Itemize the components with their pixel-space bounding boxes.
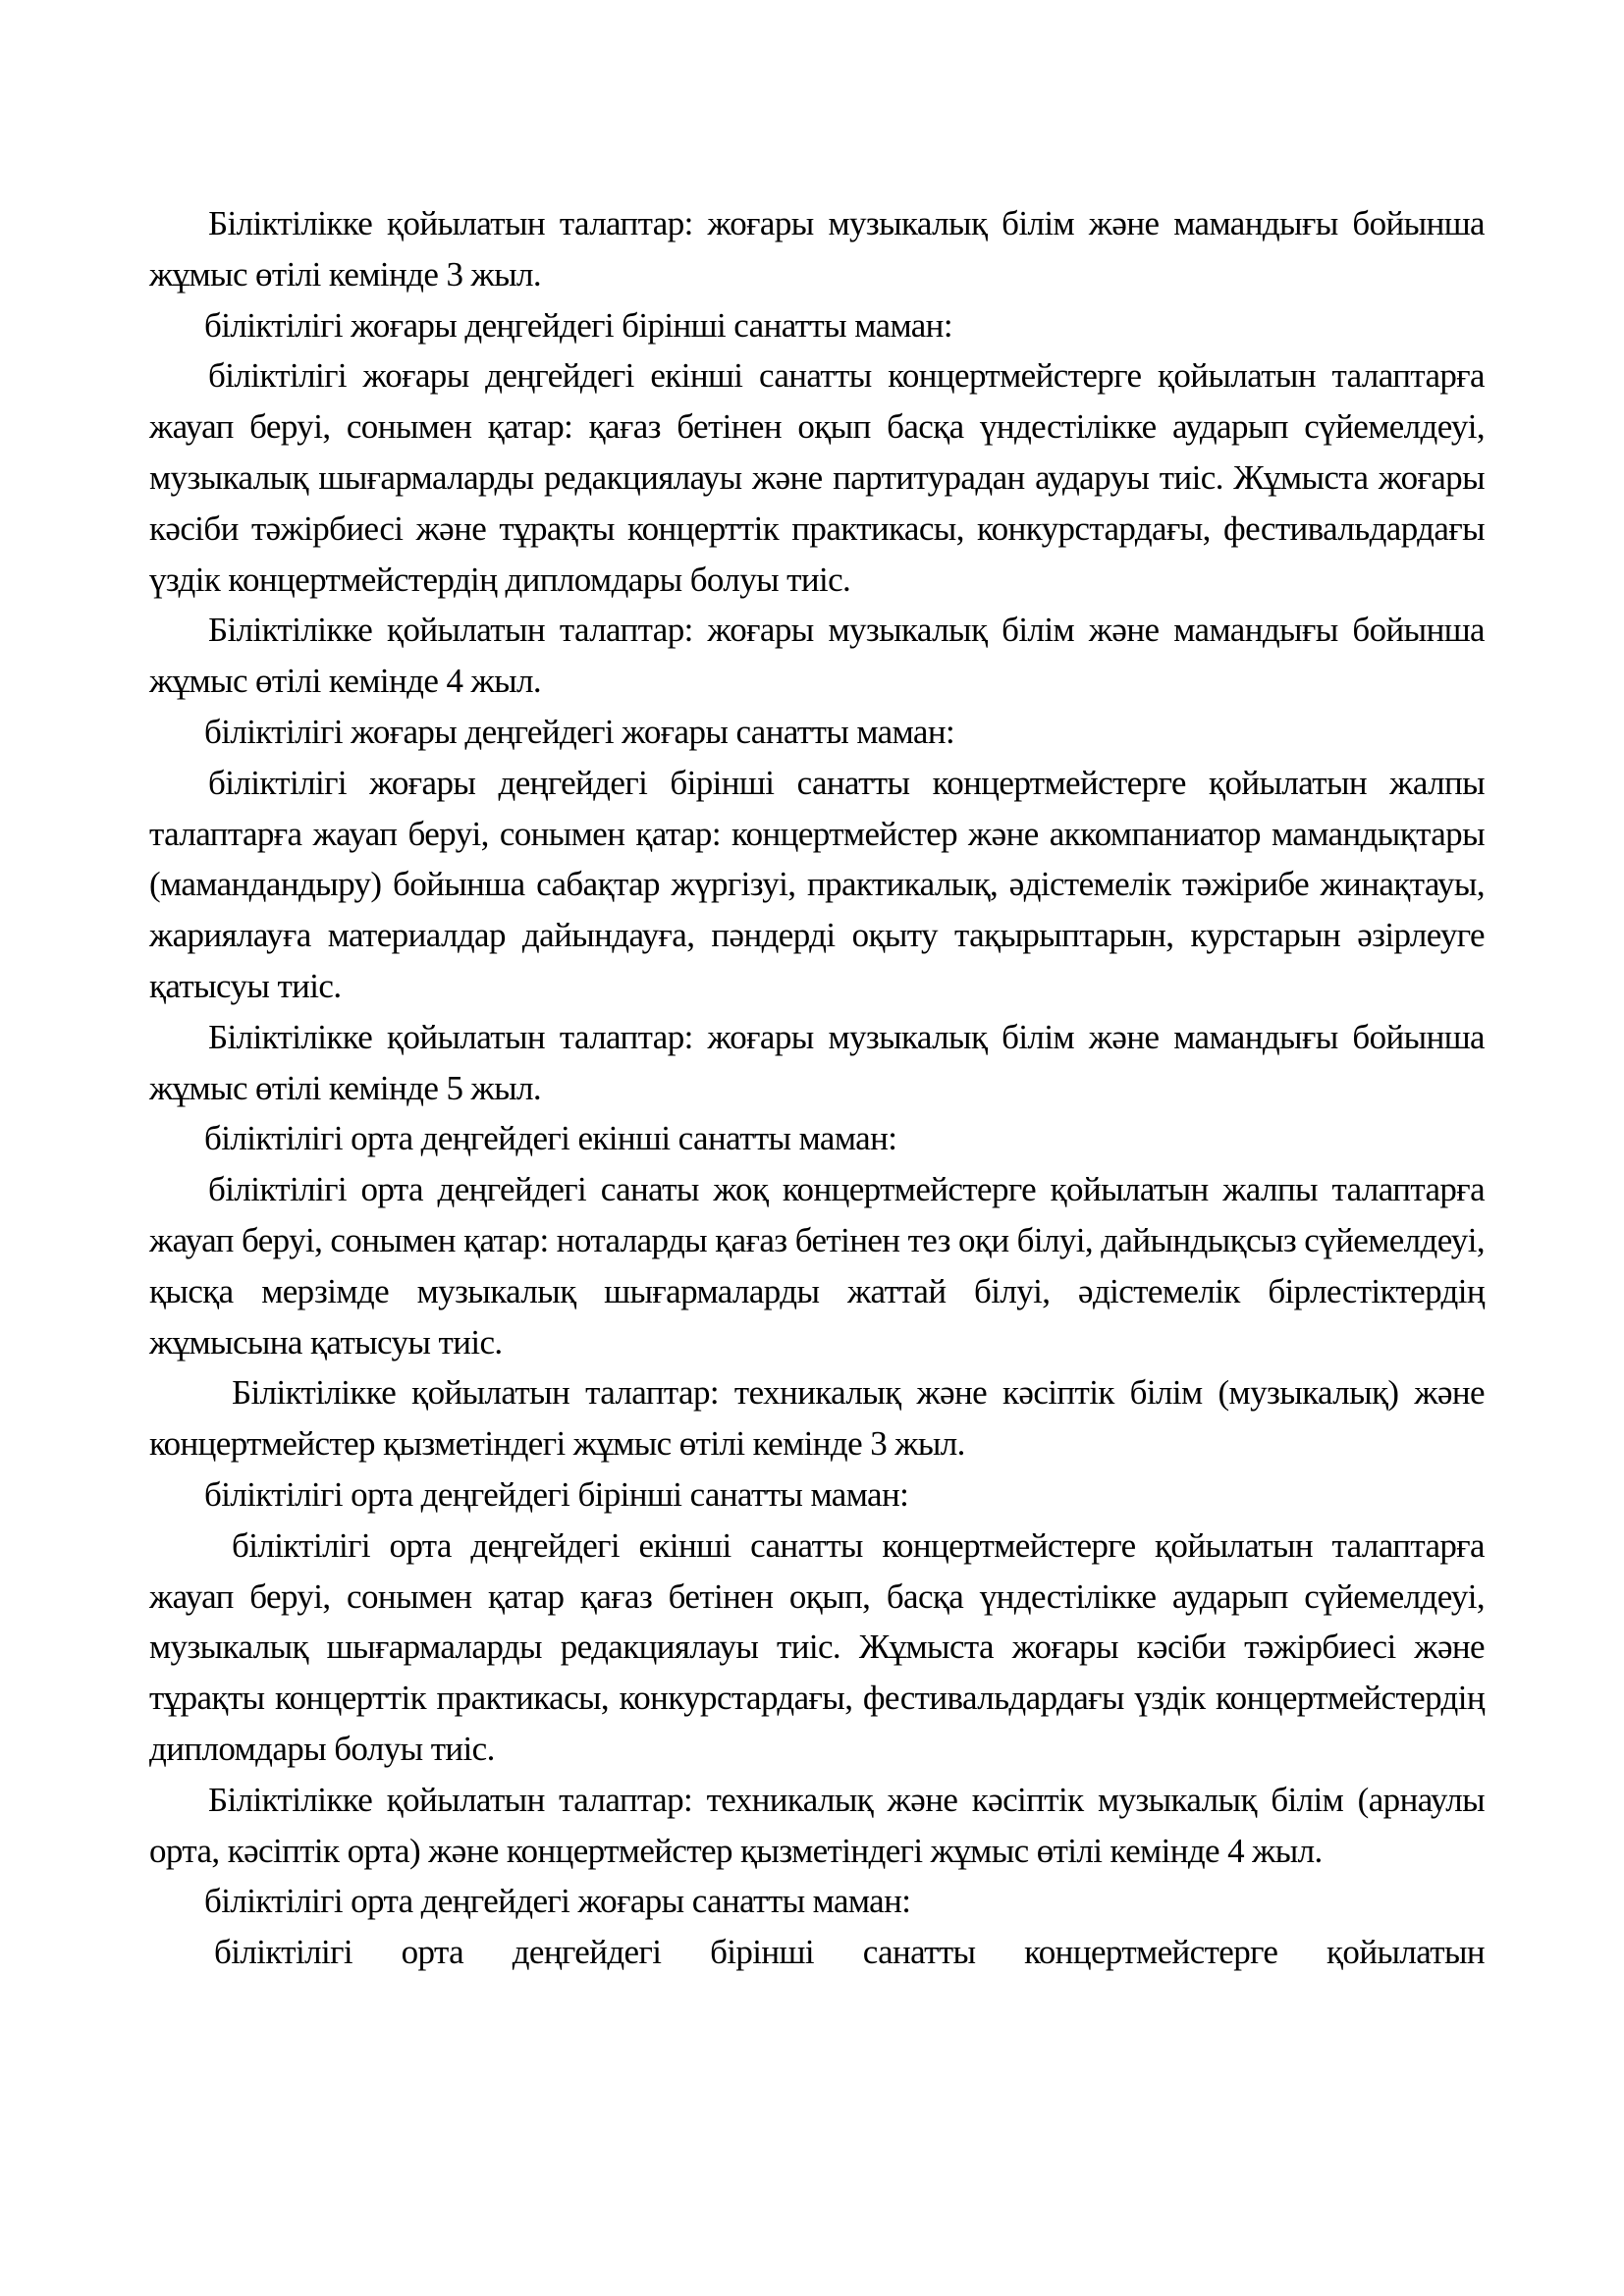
description-paragraph-truncated: біліктілігі орта деңгейдегі бірінші санатты концертмейстерге қойылатын (214, 1933, 1485, 1972)
requirement-paragraph: Біліктілікке қойылатын талаптар: техникалық және кәсіптік білім (музыкалық) және концертмейстер қызметіндегі жұмыс өтілі кемінде 3 жыл. (149, 1373, 1485, 1464)
document-page (149, 198, 1485, 1978)
category-heading: біліктілігі орта деңгейдегі екінші санатты маман: (204, 1119, 897, 1158)
category-heading: біліктілігі жоғары деңгейдегі жоғары санатты маман: (204, 712, 955, 751)
requirement-paragraph: Біліктілікке қойылатын талаптар: жоғары музыкалық білім және мамандығы бойынша жұмыс өтілі кемінде 4 жыл. (149, 611, 1485, 701)
description-paragraph: біліктілігі орта деңгейдегі екінші санатты концертмейстерге қойылатын талаптарға жауап беруі, сонымен қатар қағаз бетінен оқып, басқа үндестілікке аударып сүйемелдеуі, музыкалық шығармаларды редакциялауы тиіс. Жұмыста жоғары кәсіби тәжірбиесі және тұрақты концерттік практикасы, конкурстардағы, фестивальдардағы үздік концертмейстердің дипломдары болуы тиіс. (149, 1525, 1485, 1768)
description-paragraph: біліктілігі жоғары деңгейдегі екінші санатты концертмейстерге қойылатын талаптарға жауап беруі, сонымен қатар: қағаз бетінен оқып басқа үндестілікке аударып сүйемелдеуі, музыкалық шығармаларды редакциялауы және партитурадан аударуы тиіс. Жұмыста жоғары кәсіби тәжірбиесі және тұрақты концерттік практикасы, конкурстардағы, фестивальдардағы үздік концертмейстердің дипломдары болуы тиіс. (149, 356, 1485, 599)
description-paragraph: біліктілігі жоғары деңгейдегі бірінші санатты концертмейстерге қойылатын жалпы талаптарға жауап беруі, сонымен қатар: концертмейстер және аккомпаниатор мамандықтары (мамандандыру) бойынша сабақтар жүргізуі, практикалық, әдістемелік тәжірибе жинақтауы, жариялауға материалдар дайындауға, пәндерді оқыту тақырыптарын, курстарын әзірлеуге қатысуы тиіс. (149, 763, 1485, 1005)
description-paragraph: біліктілігі орта деңгейдегі санаты жоқ концертмейстерге қойылатын жалпы талаптарға жауап беруі, сонымен қатар: ноталарды қағаз бетінен тез оқи білуі, дайындықсыз сүйемелдеуі, қысқа мерзімде музыкалық шығармаларды жаттай білуі, әдістемелік бірлестіктердің жұмысына қатысуы тиіс. (149, 1170, 1485, 1362)
requirement-paragraph: Біліктілікке қойылатын талаптар: техникалық және кәсіптік музыкалық білім (арнаулы орта, кәсіптік орта) және концертмейстер қызметіндегі жұмыс өтілі кемінде 4 жыл. (149, 1780, 1485, 1870)
category-heading: біліктілігі жоғары деңгейдегі бірінші санатты маман: (204, 305, 952, 345)
requirement-paragraph: Біліктілікке қойылатын талаптар: жоғары музыкалық білім және мамандығы бойынша жұмыс өтілі кемінде 5 жыл. (149, 1017, 1485, 1107)
category-heading: біліктілігі орта деңгейдегі жоғары санатты маман: (204, 1882, 911, 1921)
requirement-paragraph: Біліктілікке қойылатын талаптар: жоғары музыкалық білім және мамандығы бойынша жұмыс өтілі кемінде 3 жыл. (149, 204, 1485, 294)
category-heading: біліктілігі орта деңгейдегі бірінші санатты маман: (204, 1474, 909, 1514)
